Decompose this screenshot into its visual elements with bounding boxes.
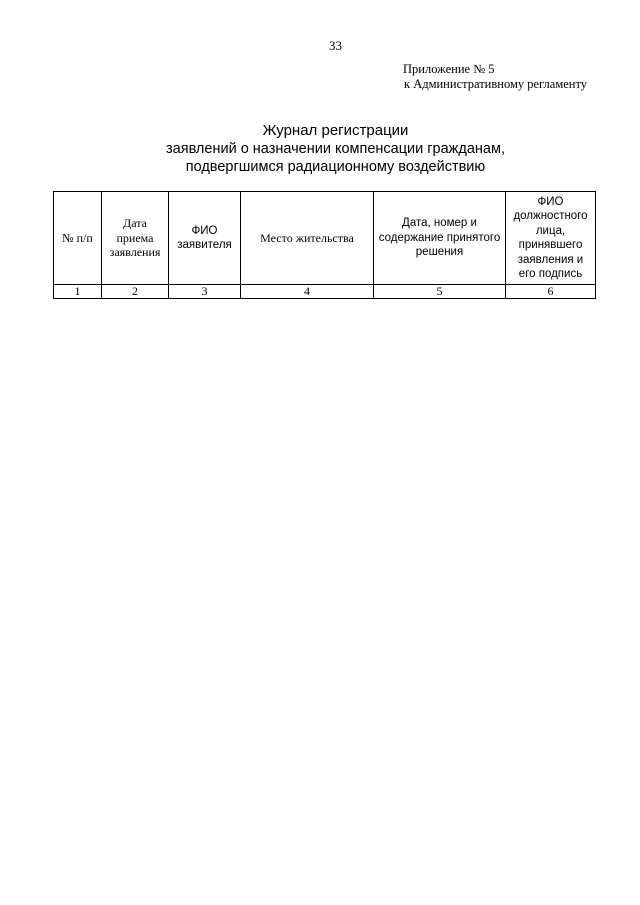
column-number-cell: 3 xyxy=(169,285,241,299)
title-line-3: подвергшимся радиационному воздействию xyxy=(185,159,486,175)
column-number-cell: 4 xyxy=(241,285,374,299)
appendix-line-1: Приложение № 5 xyxy=(403,62,495,76)
header-cell-decision: Дата, номер и содержание принятого решения xyxy=(374,192,506,285)
journal-table xyxy=(53,191,596,299)
document-title xyxy=(0,122,640,176)
title-line-1: Журнал регистрации xyxy=(262,122,409,139)
appendix-line-2: к Административному регламенту xyxy=(404,77,588,91)
header-cell-number: № п/п xyxy=(54,192,102,285)
column-number-cell: 2 xyxy=(102,285,169,299)
header-cell-date: Дата приема заявления xyxy=(102,192,169,285)
table-header-row xyxy=(54,192,596,285)
appendix-note xyxy=(403,62,587,92)
column-number-cell: 6 xyxy=(506,285,596,299)
table-row xyxy=(54,285,596,299)
title-line-2: заявлений о назначении компенсации гражданам, xyxy=(166,141,505,157)
header-cell-applicant-name: ФИО заявителя xyxy=(169,192,241,285)
header-cell-residence: Место жительства xyxy=(241,192,374,285)
column-number-cell: 1 xyxy=(54,285,102,299)
header-cell-official: ФИО должностного лица, принявшего заявления и его подпись xyxy=(506,192,596,285)
column-number-cell: 5 xyxy=(374,285,506,299)
page-number: 33 xyxy=(329,38,342,53)
